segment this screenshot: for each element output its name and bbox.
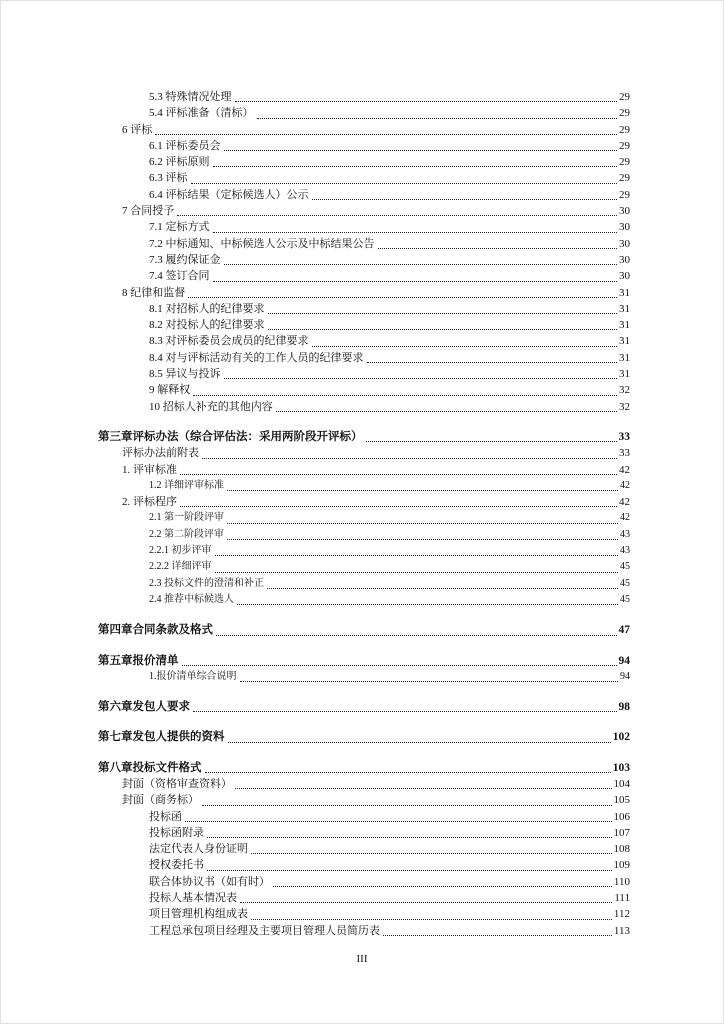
dot-leader [257, 118, 618, 119]
toc-entry-title: 5.3 特殊情况处理 [149, 91, 232, 103]
dot-leader [240, 681, 619, 682]
dot-leader [312, 346, 618, 347]
toc-entry-title: 6.3 评标 [149, 172, 188, 185]
toc-entry-page: 30 [619, 253, 630, 266]
toc-entry-title: 1.2 详细评审标准 [149, 479, 224, 491]
toc-entry-title: 6.2 评标原则 [149, 156, 210, 169]
toc-entry-page: 30 [619, 237, 630, 250]
toc-entry-title: 6 评标 [122, 123, 153, 136]
toc-entry-title: 8.5 异议与投诉 [149, 368, 221, 381]
toc-entry-title: 投标函附录 [149, 826, 204, 839]
dot-leader [240, 902, 612, 903]
toc-entry-page: 31 [619, 335, 630, 348]
toc-entry-title: 工程总承包项目经理及主要项目管理人员简历表 [149, 924, 380, 937]
toc-entry [98, 890, 630, 906]
toc-entry-page: 111 [614, 892, 630, 905]
toc-entry-title: 评标办法前附表 [122, 447, 199, 460]
toc-entry-title: 8.2 对投标人的纪律要求 [149, 319, 265, 332]
toc-entry [98, 906, 630, 922]
toc-entry-title: 第三章评标办法（综合评估法：采用两阶段开评标） [98, 430, 363, 443]
toc-entry-title: 1.报价清单综合说明 [149, 670, 237, 682]
toc-entry-page: 43 [620, 545, 630, 557]
toc-entry [98, 576, 630, 592]
toc-entry-title: 2.2.2 详细评审 [149, 561, 212, 573]
toc-entry-title: 第四章合同条款及格式 [98, 624, 213, 637]
toc-entry-page: 29 [619, 188, 630, 201]
toc-entry [98, 122, 630, 138]
toc-entry-page: 105 [613, 794, 630, 807]
dot-leader [207, 870, 612, 871]
toc-entry-page: 31 [619, 351, 630, 364]
toc-entry-page: 30 [619, 221, 630, 234]
toc-entry-title: 封面（资格审查资料） [122, 777, 232, 790]
toc-entry-title: 第七章发包人提供的资料 [98, 731, 225, 744]
dot-leader [235, 788, 612, 789]
dot-leader [378, 248, 618, 249]
toc-entry [98, 669, 630, 685]
toc-entry-page: 29 [619, 139, 630, 152]
toc-entry [98, 138, 630, 154]
toc-entry-page: 31 [619, 368, 630, 381]
toc-entry [98, 252, 630, 268]
toc-entry-page: 112 [613, 908, 630, 921]
toc-entry [98, 653, 630, 669]
dot-leader [224, 264, 618, 265]
toc-entry [98, 382, 630, 398]
toc-entry [98, 301, 630, 317]
toc-entry-title: 第五章报价清单 [98, 654, 179, 667]
dot-leader [202, 805, 612, 806]
toc-entry-page: 29 [619, 156, 630, 169]
dot-leader [366, 441, 617, 442]
toc-entry [98, 874, 630, 890]
dot-leader [193, 395, 617, 396]
toc-entry-title: 项目管理机构组成表 [149, 908, 248, 921]
toc-entry-title: 2.1 第一阶段评审 [149, 512, 224, 524]
toc-entry-page: 30 [619, 270, 630, 283]
toc-entry [98, 699, 630, 715]
dot-leader [177, 215, 617, 216]
toc-entry [98, 268, 630, 284]
toc-entry-page: 31 [619, 319, 630, 332]
dot-leader [227, 539, 618, 540]
toc-entry-title: 2.3 投标文件的澄清和补正 [149, 577, 264, 589]
toc-entry-title: 5.4 评标准备（清标） [149, 107, 254, 120]
dot-leader [228, 742, 611, 743]
toc-entry-page: 43 [620, 528, 630, 540]
dot-leader [215, 572, 619, 573]
toc-entry-title: 10 招标人补充的其他内容 [149, 400, 273, 413]
toc-entry [98, 923, 630, 939]
toc-entry [98, 478, 630, 494]
dot-leader [268, 329, 618, 330]
toc-entry-title: 8.3 对评标委员会成员的纪律要求 [149, 335, 309, 348]
toc-entry-page: 29 [619, 91, 630, 103]
toc-entry [98, 445, 630, 461]
dot-leader [155, 134, 617, 135]
dot-leader [213, 166, 618, 167]
toc-entry-title: 投标函 [149, 810, 182, 823]
dot-leader [227, 490, 618, 491]
toc-entry [98, 350, 630, 366]
toc-entry [98, 462, 630, 478]
toc-entry-page: 104 [613, 777, 630, 790]
toc-entry-title: 8.4 对与评标活动有关的工作人员的纪律要求 [149, 351, 364, 364]
toc-entry-title: 2.2 第二阶段评审 [149, 528, 224, 540]
toc-entry [98, 776, 630, 792]
toc-entry-title: 2. 评标程序 [122, 496, 177, 509]
toc-entry-page: 98 [618, 701, 630, 714]
toc-entry-title: 封面（商务标） [122, 794, 199, 807]
toc-entry [98, 792, 630, 808]
toc-entry-title: 1. 评审标准 [122, 463, 177, 476]
toc-entry-title: 2.2.1 初步评审 [149, 545, 212, 557]
toc-entry [98, 317, 630, 333]
toc-entry [98, 857, 630, 873]
dot-leader [235, 101, 618, 102]
toc-entry-page: 30 [619, 205, 630, 218]
toc-entry-page: 42 [619, 463, 630, 476]
toc-entry-page: 94 [618, 654, 630, 667]
toc-entry-page: 42 [620, 512, 630, 524]
toc-entry-title: 7.3 履约保证金 [149, 253, 221, 266]
toc-entry-page: 106 [613, 810, 630, 823]
toc-entry-page: 108 [613, 843, 630, 856]
toc-entry [98, 399, 630, 415]
dot-leader [188, 297, 617, 298]
toc-entry-page: 110 [613, 875, 630, 888]
toc-entry [98, 592, 630, 608]
dot-leader [207, 837, 612, 838]
dot-leader [191, 183, 618, 184]
toc-list [98, 89, 630, 939]
toc-entry-page: 113 [613, 924, 630, 937]
toc-entry-page: 32 [619, 384, 630, 397]
toc-entry-page: 102 [612, 731, 630, 744]
toc-entry-page: 45 [620, 577, 630, 589]
toc-entry-title: 7.2 中标通知、中标候选人公示及中标结果公告 [149, 237, 375, 250]
dot-leader [251, 919, 612, 920]
toc-entry-title: 投标人基本情况表 [149, 892, 237, 905]
dot-leader [216, 635, 617, 636]
toc-entry [98, 203, 630, 219]
toc-entry-title: 7.4 签订合同 [149, 270, 210, 283]
dot-leader [268, 313, 618, 314]
toc-entry-page: 29 [619, 107, 630, 120]
dot-leader [227, 523, 618, 524]
dot-leader [193, 711, 617, 712]
dot-leader [182, 665, 617, 666]
toc-entry-page: 31 [619, 302, 630, 315]
toc-entry-page: 29 [619, 172, 630, 185]
toc-entry [98, 729, 630, 745]
dot-leader [180, 474, 617, 475]
toc-entry [98, 236, 630, 252]
dot-leader [273, 886, 612, 887]
toc-entry-page: 103 [612, 761, 630, 774]
toc-entry-title: 法定代表人身份证明 [149, 843, 248, 856]
toc-entry-page: 32 [619, 400, 630, 413]
dot-leader [367, 362, 618, 363]
toc-entry [98, 285, 630, 301]
toc-entry-title: 2.4 推荐中标候选人 [149, 593, 234, 605]
toc-entry-title: 8 纪律和监督 [122, 286, 186, 299]
toc-entry [98, 622, 630, 638]
toc-entry [98, 527, 630, 543]
toc-entry [98, 154, 630, 170]
dot-leader [213, 232, 618, 233]
toc-entry [98, 219, 630, 235]
toc-entry [98, 494, 630, 510]
dot-leader [251, 853, 612, 854]
toc-entry-title: 第六章发包人要求 [98, 701, 190, 714]
toc-entry-page: 42 [620, 479, 630, 491]
toc-entry [98, 559, 630, 575]
toc-entry-page: 45 [620, 561, 630, 573]
toc-entry [98, 841, 630, 857]
toc-entry [98, 809, 630, 825]
toc-entry-page: 33 [618, 430, 630, 443]
toc-entry [98, 760, 630, 776]
toc-entry-page: 31 [619, 286, 630, 299]
dot-leader [180, 506, 617, 507]
toc-entry-title: 7 合同授予 [122, 205, 175, 218]
toc-entry [98, 187, 630, 203]
dot-leader [267, 588, 618, 589]
toc-entry-title: 联合体协议书（如有时） [149, 875, 270, 888]
dot-leader [312, 199, 618, 200]
dot-leader [224, 378, 618, 379]
dot-leader [224, 150, 618, 151]
dot-leader [383, 935, 612, 936]
dot-leader [237, 604, 618, 605]
page-footer-number: III [356, 953, 368, 965]
toc-entry-page: 109 [613, 859, 630, 872]
toc-entry [98, 105, 630, 121]
dot-leader [205, 772, 611, 773]
toc-entry-page: 107 [613, 826, 630, 839]
toc-entry-title: 7.1 定标方式 [149, 221, 210, 234]
toc-entry-title: 6.4 评标结果（定标候选人）公示 [149, 188, 309, 201]
toc-entry-title: 授权委托书 [149, 859, 204, 872]
toc-entry [98, 510, 630, 526]
toc-entry-page: 94 [620, 670, 630, 682]
dot-leader [276, 411, 617, 412]
toc-entry [98, 170, 630, 186]
toc-entry-page: 29 [619, 123, 630, 136]
toc-entry-page: 45 [620, 593, 630, 605]
toc-entry [98, 333, 630, 349]
toc-entry-page: 33 [619, 447, 630, 460]
toc-entry-page: 47 [618, 624, 630, 637]
toc-entry-title: 6.1 评标委员会 [149, 139, 221, 152]
dot-leader [202, 458, 617, 459]
toc-entry [98, 825, 630, 841]
dot-leader [213, 281, 618, 282]
toc-entry [98, 366, 630, 382]
toc-entry-title: 第八章投标文件格式 [98, 761, 202, 774]
dot-leader [215, 555, 619, 556]
toc-entry [98, 429, 630, 445]
toc-entry-title: 9 解释权 [149, 384, 191, 397]
toc-entry-title: 8.1 对招标人的纪律要求 [149, 302, 265, 315]
toc-entry [98, 543, 630, 559]
dot-leader [185, 821, 612, 822]
toc-entry [98, 89, 630, 105]
toc-entry-page: 42 [619, 496, 630, 509]
